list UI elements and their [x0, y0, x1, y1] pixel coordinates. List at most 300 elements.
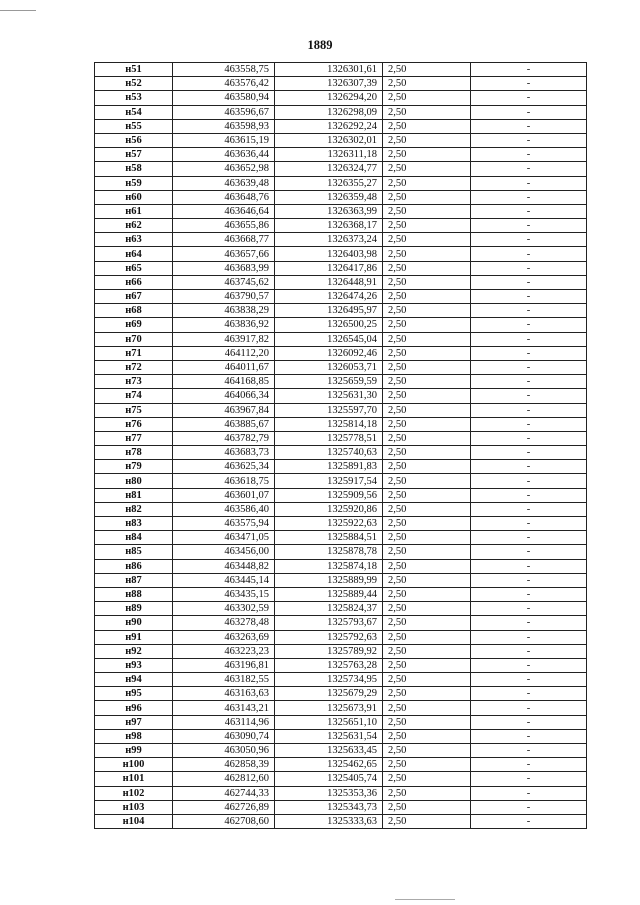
- y-coordinate-cell: 1326302,01: [275, 133, 383, 147]
- description-cell: -: [471, 545, 587, 559]
- precision-cell: 2,50: [383, 502, 471, 516]
- x-coordinate-cell: 463652,98: [173, 162, 275, 176]
- point-name-cell: н100: [95, 758, 173, 772]
- point-name-cell: н104: [95, 814, 173, 828]
- point-name-cell: н54: [95, 105, 173, 119]
- description-cell: -: [471, 304, 587, 318]
- point-name-cell: н52: [95, 77, 173, 91]
- x-coordinate-cell: 464112,20: [173, 346, 275, 360]
- description-cell: -: [471, 162, 587, 176]
- description-cell: -: [471, 616, 587, 630]
- y-coordinate-cell: 1325597,70: [275, 403, 383, 417]
- description-cell: -: [471, 417, 587, 431]
- point-name-cell: н70: [95, 332, 173, 346]
- table-row: [95, 176, 587, 190]
- y-coordinate-cell: 1326053,71: [275, 360, 383, 374]
- point-name-cell: н55: [95, 119, 173, 133]
- precision-cell: 2,50: [383, 602, 471, 616]
- x-coordinate-cell: 463576,42: [173, 77, 275, 91]
- point-name-cell: н72: [95, 360, 173, 374]
- table-row: [95, 233, 587, 247]
- y-coordinate-cell: 1326092,46: [275, 346, 383, 360]
- y-coordinate-cell: 1325740,63: [275, 446, 383, 460]
- y-coordinate-cell: 1326403,98: [275, 247, 383, 261]
- y-coordinate-cell: 1325891,83: [275, 460, 383, 474]
- precision-cell: 2,50: [383, 304, 471, 318]
- point-name-cell: н64: [95, 247, 173, 261]
- y-coordinate-cell: 1325633,45: [275, 744, 383, 758]
- description-cell: -: [471, 63, 587, 77]
- precision-cell: 2,50: [383, 375, 471, 389]
- x-coordinate-cell: 462726,89: [173, 800, 275, 814]
- y-coordinate-cell: 1326363,99: [275, 204, 383, 218]
- y-coordinate-cell: 1326368,17: [275, 219, 383, 233]
- x-coordinate-cell: 463471,05: [173, 531, 275, 545]
- table-row: [95, 360, 587, 374]
- y-coordinate-cell: 1325673,91: [275, 701, 383, 715]
- table-row: [95, 261, 587, 275]
- table-row: [95, 403, 587, 417]
- point-name-cell: н92: [95, 644, 173, 658]
- table-row: [95, 63, 587, 77]
- y-coordinate-cell: 1325792,63: [275, 630, 383, 644]
- description-cell: -: [471, 332, 587, 346]
- precision-cell: 2,50: [383, 517, 471, 531]
- precision-cell: 2,50: [383, 91, 471, 105]
- table-row: [95, 91, 587, 105]
- precision-cell: 2,50: [383, 460, 471, 474]
- precision-cell: 2,50: [383, 573, 471, 587]
- description-cell: -: [471, 219, 587, 233]
- description-cell: -: [471, 460, 587, 474]
- table-row: [95, 219, 587, 233]
- precision-cell: 2,50: [383, 318, 471, 332]
- table-row: [95, 304, 587, 318]
- point-name-cell: н96: [95, 701, 173, 715]
- description-cell: -: [471, 814, 587, 828]
- point-name-cell: н73: [95, 375, 173, 389]
- point-name-cell: н79: [95, 460, 173, 474]
- y-coordinate-cell: 1326500,25: [275, 318, 383, 332]
- x-coordinate-cell: 462708,60: [173, 814, 275, 828]
- table-row: [95, 190, 587, 204]
- point-name-cell: н78: [95, 446, 173, 460]
- footer-scan-mark: [395, 899, 455, 900]
- description-cell: -: [471, 318, 587, 332]
- description-cell: -: [471, 346, 587, 360]
- table-row: [95, 559, 587, 573]
- precision-cell: 2,50: [383, 630, 471, 644]
- point-name-cell: н97: [95, 715, 173, 729]
- table-row: [95, 814, 587, 828]
- table-row: [95, 658, 587, 672]
- description-cell: -: [471, 105, 587, 119]
- table-row: [95, 715, 587, 729]
- description-cell: -: [471, 559, 587, 573]
- precision-cell: 2,50: [383, 744, 471, 758]
- x-coordinate-cell: 463050,96: [173, 744, 275, 758]
- precision-cell: 2,50: [383, 133, 471, 147]
- precision-cell: 2,50: [383, 119, 471, 133]
- table-row: [95, 318, 587, 332]
- table-row: [95, 758, 587, 772]
- point-name-cell: н65: [95, 261, 173, 275]
- x-coordinate-cell: 463646,64: [173, 204, 275, 218]
- precision-cell: 2,50: [383, 275, 471, 289]
- precision-cell: 2,50: [383, 233, 471, 247]
- x-coordinate-cell: 463683,99: [173, 261, 275, 275]
- x-coordinate-cell: 463575,94: [173, 517, 275, 531]
- precision-cell: 2,50: [383, 446, 471, 460]
- x-coordinate-cell: 463601,07: [173, 488, 275, 502]
- table-row: [95, 346, 587, 360]
- y-coordinate-cell: 1326359,48: [275, 190, 383, 204]
- y-coordinate-cell: 1326545,04: [275, 332, 383, 346]
- point-name-cell: н75: [95, 403, 173, 417]
- y-coordinate-cell: 1326294,20: [275, 91, 383, 105]
- precision-cell: 2,50: [383, 219, 471, 233]
- x-coordinate-cell: 463967,84: [173, 403, 275, 417]
- y-coordinate-cell: 1326474,26: [275, 290, 383, 304]
- point-name-cell: н77: [95, 431, 173, 445]
- table-row: [95, 602, 587, 616]
- x-coordinate-cell: 463657,66: [173, 247, 275, 261]
- x-coordinate-cell: 463838,29: [173, 304, 275, 318]
- description-cell: -: [471, 290, 587, 304]
- point-name-cell: н57: [95, 148, 173, 162]
- x-coordinate-cell: 463196,81: [173, 658, 275, 672]
- y-coordinate-cell: 1326324,77: [275, 162, 383, 176]
- y-coordinate-cell: 1326307,39: [275, 77, 383, 91]
- description-cell: -: [471, 360, 587, 374]
- y-coordinate-cell: 1325679,29: [275, 687, 383, 701]
- point-name-cell: н85: [95, 545, 173, 559]
- precision-cell: 2,50: [383, 63, 471, 77]
- y-coordinate-cell: 1325884,51: [275, 531, 383, 545]
- precision-cell: 2,50: [383, 701, 471, 715]
- description-cell: -: [471, 148, 587, 162]
- corner-scan-mark: [0, 0, 36, 11]
- description-cell: -: [471, 658, 587, 672]
- description-cell: -: [471, 687, 587, 701]
- precision-cell: 2,50: [383, 290, 471, 304]
- table-row: [95, 460, 587, 474]
- y-coordinate-cell: 1325333,63: [275, 814, 383, 828]
- point-name-cell: н74: [95, 389, 173, 403]
- precision-cell: 2,50: [383, 389, 471, 403]
- point-name-cell: н89: [95, 602, 173, 616]
- x-coordinate-cell: 463745,62: [173, 275, 275, 289]
- precision-cell: 2,50: [383, 474, 471, 488]
- precision-cell: 2,50: [383, 488, 471, 502]
- y-coordinate-cell: 1325405,74: [275, 772, 383, 786]
- x-coordinate-cell: 463639,48: [173, 176, 275, 190]
- table-row: [95, 133, 587, 147]
- x-coordinate-cell: 464066,34: [173, 389, 275, 403]
- precision-cell: 2,50: [383, 531, 471, 545]
- description-cell: -: [471, 403, 587, 417]
- point-name-cell: н56: [95, 133, 173, 147]
- table-row: [95, 573, 587, 587]
- table-row: [95, 247, 587, 261]
- description-cell: -: [471, 800, 587, 814]
- point-name-cell: н61: [95, 204, 173, 218]
- x-coordinate-cell: 463143,21: [173, 701, 275, 715]
- point-name-cell: н81: [95, 488, 173, 502]
- x-coordinate-cell: 462744,33: [173, 786, 275, 800]
- x-coordinate-cell: 463448,82: [173, 559, 275, 573]
- precision-cell: 2,50: [383, 403, 471, 417]
- table-row: [95, 389, 587, 403]
- table-row: [95, 616, 587, 630]
- table-row: [95, 545, 587, 559]
- description-cell: -: [471, 204, 587, 218]
- point-name-cell: н84: [95, 531, 173, 545]
- precision-cell: 2,50: [383, 644, 471, 658]
- point-name-cell: н62: [95, 219, 173, 233]
- precision-cell: 2,50: [383, 658, 471, 672]
- y-coordinate-cell: 1326373,24: [275, 233, 383, 247]
- table-row: [95, 772, 587, 786]
- precision-cell: 2,50: [383, 77, 471, 91]
- precision-cell: 2,50: [383, 417, 471, 431]
- table-row: [95, 800, 587, 814]
- y-coordinate-cell: 1325631,30: [275, 389, 383, 403]
- point-name-cell: н67: [95, 290, 173, 304]
- precision-cell: 2,50: [383, 261, 471, 275]
- x-coordinate-cell: 463655,86: [173, 219, 275, 233]
- x-coordinate-cell: 463456,00: [173, 545, 275, 559]
- precision-cell: 2,50: [383, 545, 471, 559]
- x-coordinate-cell: 463090,74: [173, 729, 275, 743]
- x-coordinate-cell: 463917,82: [173, 332, 275, 346]
- table-row: [95, 701, 587, 715]
- table-row: [95, 446, 587, 460]
- x-coordinate-cell: 463580,94: [173, 91, 275, 105]
- table-row: [95, 488, 587, 502]
- table-row: [95, 148, 587, 162]
- page-number: 1889: [307, 38, 333, 52]
- x-coordinate-cell: 463636,44: [173, 148, 275, 162]
- y-coordinate-cell: 1325917,54: [275, 474, 383, 488]
- point-name-cell: н66: [95, 275, 173, 289]
- y-coordinate-cell: 1325659,59: [275, 375, 383, 389]
- point-name-cell: н86: [95, 559, 173, 573]
- table-row: [95, 644, 587, 658]
- precision-cell: 2,50: [383, 247, 471, 261]
- y-coordinate-cell: 1325922,63: [275, 517, 383, 531]
- description-cell: -: [471, 758, 587, 772]
- point-name-cell: н59: [95, 176, 173, 190]
- description-cell: -: [471, 176, 587, 190]
- point-name-cell: н94: [95, 673, 173, 687]
- precision-cell: 2,50: [383, 800, 471, 814]
- y-coordinate-cell: 1326417,86: [275, 261, 383, 275]
- description-cell: -: [471, 233, 587, 247]
- point-name-cell: н51: [95, 63, 173, 77]
- precision-cell: 2,50: [383, 814, 471, 828]
- description-cell: -: [471, 744, 587, 758]
- table-row: [95, 587, 587, 601]
- table-row: [95, 786, 587, 800]
- point-name-cell: н82: [95, 502, 173, 516]
- x-coordinate-cell: 463618,75: [173, 474, 275, 488]
- y-coordinate-cell: 1325462,65: [275, 758, 383, 772]
- precision-cell: 2,50: [383, 786, 471, 800]
- x-coordinate-cell: 462858,39: [173, 758, 275, 772]
- table-row: [95, 687, 587, 701]
- precision-cell: 2,50: [383, 148, 471, 162]
- y-coordinate-cell: 1325793,67: [275, 616, 383, 630]
- description-cell: -: [471, 247, 587, 261]
- table-row: [95, 162, 587, 176]
- y-coordinate-cell: 1325814,18: [275, 417, 383, 431]
- coordinates-table-body: [95, 63, 587, 829]
- description-cell: -: [471, 630, 587, 644]
- y-coordinate-cell: 1325651,10: [275, 715, 383, 729]
- y-coordinate-cell: 1325824,37: [275, 602, 383, 616]
- point-name-cell: н91: [95, 630, 173, 644]
- y-coordinate-cell: 1325734,95: [275, 673, 383, 687]
- description-cell: -: [471, 587, 587, 601]
- description-cell: -: [471, 190, 587, 204]
- point-name-cell: н90: [95, 616, 173, 630]
- x-coordinate-cell: 463596,67: [173, 105, 275, 119]
- x-coordinate-cell: 463615,19: [173, 133, 275, 147]
- precision-cell: 2,50: [383, 105, 471, 119]
- table-row: [95, 517, 587, 531]
- y-coordinate-cell: 1325874,18: [275, 559, 383, 573]
- point-name-cell: н87: [95, 573, 173, 587]
- description-cell: -: [471, 531, 587, 545]
- y-coordinate-cell: 1325889,44: [275, 587, 383, 601]
- description-cell: -: [471, 474, 587, 488]
- description-cell: -: [471, 673, 587, 687]
- point-name-cell: н80: [95, 474, 173, 488]
- precision-cell: 2,50: [383, 176, 471, 190]
- table-row: [95, 673, 587, 687]
- x-coordinate-cell: 463163,63: [173, 687, 275, 701]
- y-coordinate-cell: 1325631,54: [275, 729, 383, 743]
- x-coordinate-cell: 462812,60: [173, 772, 275, 786]
- description-cell: -: [471, 77, 587, 91]
- point-name-cell: н99: [95, 744, 173, 758]
- precision-cell: 2,50: [383, 204, 471, 218]
- precision-cell: 2,50: [383, 587, 471, 601]
- point-name-cell: н95: [95, 687, 173, 701]
- description-cell: -: [471, 275, 587, 289]
- y-coordinate-cell: 1325343,73: [275, 800, 383, 814]
- point-name-cell: н102: [95, 786, 173, 800]
- point-name-cell: н98: [95, 729, 173, 743]
- description-cell: -: [471, 786, 587, 800]
- y-coordinate-cell: 1326292,24: [275, 119, 383, 133]
- table-row: [95, 417, 587, 431]
- y-coordinate-cell: 1326355,27: [275, 176, 383, 190]
- point-name-cell: н71: [95, 346, 173, 360]
- table-row: [95, 375, 587, 389]
- x-coordinate-cell: 464011,67: [173, 360, 275, 374]
- x-coordinate-cell: 463648,76: [173, 190, 275, 204]
- y-coordinate-cell: 1326495,97: [275, 304, 383, 318]
- precision-cell: 2,50: [383, 729, 471, 743]
- point-name-cell: н63: [95, 233, 173, 247]
- point-name-cell: н88: [95, 587, 173, 601]
- precision-cell: 2,50: [383, 758, 471, 772]
- table-row: [95, 204, 587, 218]
- point-name-cell: н76: [95, 417, 173, 431]
- table-row: [95, 729, 587, 743]
- table-row: [95, 275, 587, 289]
- description-cell: -: [471, 701, 587, 715]
- point-name-cell: н53: [95, 91, 173, 105]
- point-name-cell: н68: [95, 304, 173, 318]
- point-name-cell: н103: [95, 800, 173, 814]
- precision-cell: 2,50: [383, 332, 471, 346]
- description-cell: -: [471, 431, 587, 445]
- y-coordinate-cell: 1325778,51: [275, 431, 383, 445]
- table-row: [95, 474, 587, 488]
- table-row: [95, 332, 587, 346]
- y-coordinate-cell: 1325889,99: [275, 573, 383, 587]
- x-coordinate-cell: 463558,75: [173, 63, 275, 77]
- y-coordinate-cell: 1326448,91: [275, 275, 383, 289]
- table-row: [95, 119, 587, 133]
- x-coordinate-cell: 463668,77: [173, 233, 275, 247]
- precision-cell: 2,50: [383, 687, 471, 701]
- table-row: [95, 531, 587, 545]
- description-cell: -: [471, 644, 587, 658]
- y-coordinate-cell: 1325878,78: [275, 545, 383, 559]
- precision-cell: 2,50: [383, 559, 471, 573]
- y-coordinate-cell: 1325763,28: [275, 658, 383, 672]
- description-cell: -: [471, 488, 587, 502]
- description-cell: -: [471, 517, 587, 531]
- point-name-cell: н93: [95, 658, 173, 672]
- x-coordinate-cell: 463683,73: [173, 446, 275, 460]
- table-row: [95, 77, 587, 91]
- precision-cell: 2,50: [383, 673, 471, 687]
- description-cell: -: [471, 389, 587, 403]
- x-coordinate-cell: 463302,59: [173, 602, 275, 616]
- point-name-cell: н83: [95, 517, 173, 531]
- precision-cell: 2,50: [383, 772, 471, 786]
- precision-cell: 2,50: [383, 190, 471, 204]
- description-cell: -: [471, 446, 587, 460]
- table-row: [95, 290, 587, 304]
- precision-cell: 2,50: [383, 162, 471, 176]
- point-name-cell: н58: [95, 162, 173, 176]
- x-coordinate-cell: 463836,92: [173, 318, 275, 332]
- x-coordinate-cell: 463782,79: [173, 431, 275, 445]
- point-name-cell: н69: [95, 318, 173, 332]
- x-coordinate-cell: 463885,67: [173, 417, 275, 431]
- precision-cell: 2,50: [383, 360, 471, 374]
- x-coordinate-cell: 463435,15: [173, 587, 275, 601]
- x-coordinate-cell: 463114,96: [173, 715, 275, 729]
- x-coordinate-cell: 464168,85: [173, 375, 275, 389]
- description-cell: -: [471, 602, 587, 616]
- table-row: [95, 105, 587, 119]
- description-cell: -: [471, 772, 587, 786]
- y-coordinate-cell: 1325789,92: [275, 644, 383, 658]
- x-coordinate-cell: 463445,14: [173, 573, 275, 587]
- x-coordinate-cell: 463263,69: [173, 630, 275, 644]
- y-coordinate-cell: 1325353,36: [275, 786, 383, 800]
- precision-cell: 2,50: [383, 431, 471, 445]
- description-cell: -: [471, 573, 587, 587]
- x-coordinate-cell: 463598,93: [173, 119, 275, 133]
